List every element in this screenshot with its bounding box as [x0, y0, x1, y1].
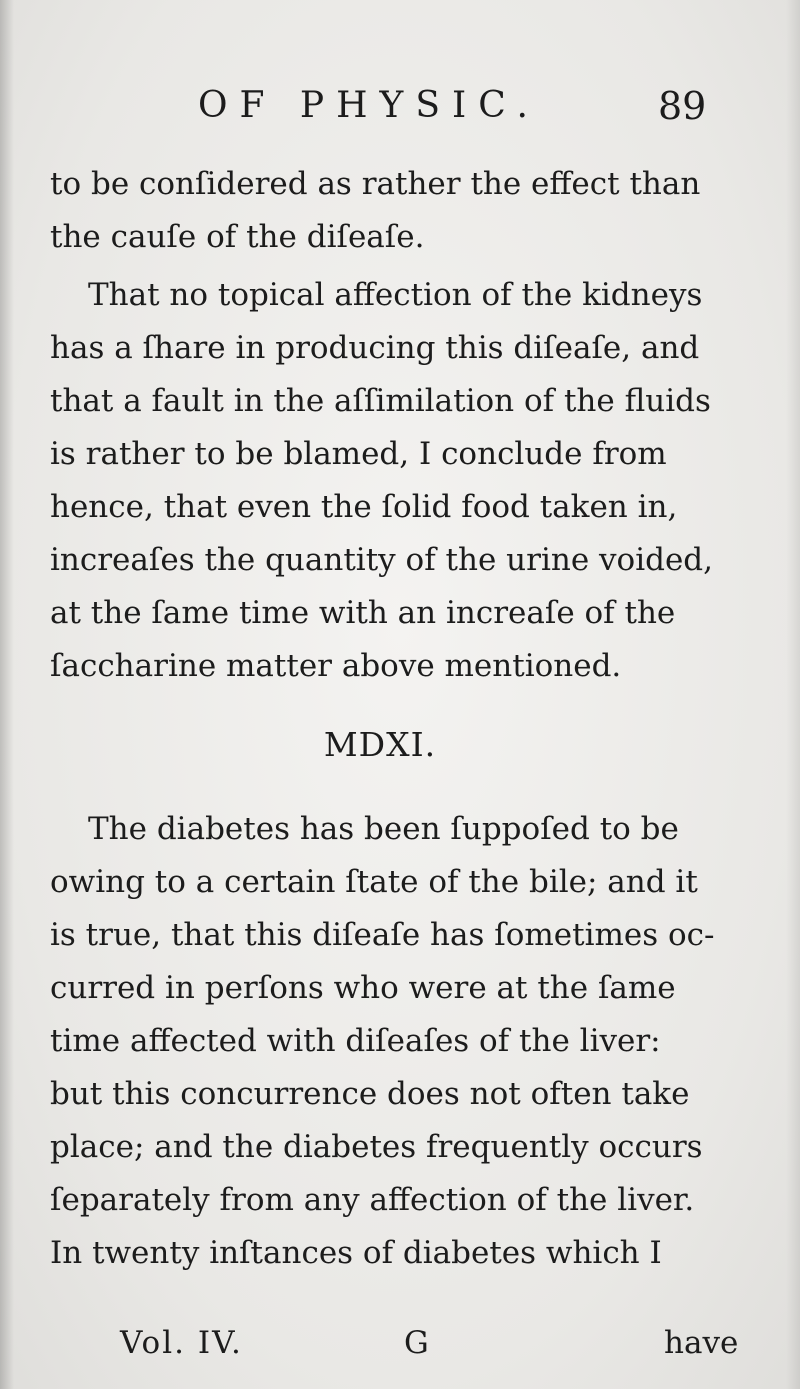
text-line: place; and the diabetes frequently occurs [50, 1129, 703, 1165]
running-head: OF PHYSIC. [198, 85, 540, 126]
paragraph-kidneys [50, 269, 714, 693]
catchword: have [664, 1325, 739, 1361]
page-body [50, 158, 715, 1280]
text-line: time affected with diſeaſes of the liver: [50, 1023, 661, 1059]
text-line: In twenty inſtances of diabetes which I [50, 1235, 662, 1271]
page-gutter-shadow [0, 0, 14, 1389]
text-line: is rather to be blamed, I conclude from [50, 436, 667, 472]
text-line: that a fault in the aſſimilation of the fluids [50, 383, 711, 419]
text-line: owing to a certain ſtate of the bile; and it [50, 864, 698, 900]
text-line: but this concurrence does not often take [50, 1076, 690, 1112]
text-line: is true, that this diſeaſe has ſometimes oc- [50, 917, 715, 953]
text-line: The diabetes has been ſuppoſed to be [88, 811, 679, 847]
signature-mark: G [404, 1325, 429, 1361]
text-line: increaſes the quantity of the urine voided, [50, 542, 714, 578]
text-line: ſaccharine matter above mentioned. [50, 648, 622, 684]
page-footer [0, 1318, 800, 1368]
text-line: ſeparately from any affection of the liver. [50, 1182, 695, 1218]
text-line: to be conſidered as rather the effect than [50, 166, 701, 202]
paragraph-continuation [50, 158, 710, 264]
text-line: at the ſame time with an increaſe of the [50, 595, 676, 631]
page-edge-shadow [786, 0, 800, 1389]
volume-signature: Vol. IV. [120, 1325, 243, 1361]
text-line: the cauſe of the diſeaſe. [50, 219, 425, 255]
paragraph-bile [50, 803, 715, 1280]
text-line: That no topical affection of the kidneys [88, 277, 703, 313]
text-line: curred in perſons who were at the ſame [50, 970, 676, 1006]
text-line: hence, that even the ſolid food taken in, [50, 489, 678, 525]
page-header [0, 82, 800, 132]
page-number: 89 [658, 84, 707, 128]
text-line: has a ſhare in producing this diſeaſe, and [50, 330, 700, 366]
section-heading: MDXI. [323, 725, 437, 764]
